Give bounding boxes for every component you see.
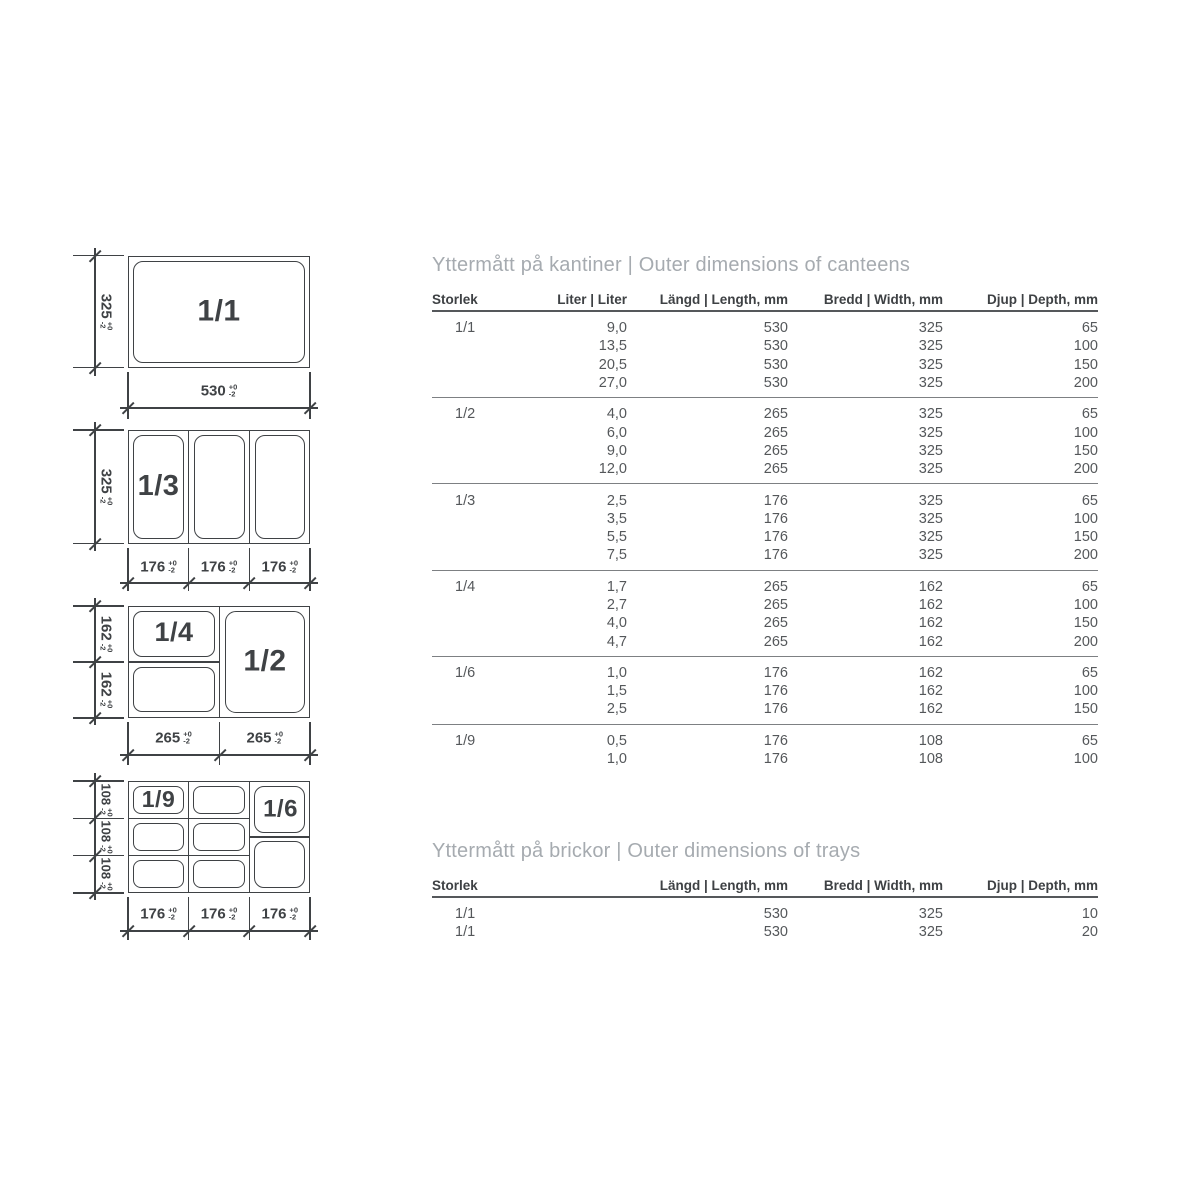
canteens-group-1-1 [432,312,1098,398]
dimension-530: 530 +0 -2 [200,382,238,400]
table-cell: 325 [918,492,943,509]
dimension-265: 265 +0 -2 [246,729,284,747]
table-cell: 100 [1073,424,1098,441]
tolerance: +0 -2 [168,905,177,921]
dimension-108: 108 +0 -2 [98,820,115,854]
column-header-langd: Längd | Length, mm [659,292,788,307]
table-cell: 65 [1081,320,1098,337]
table-cell: 325 [918,338,943,355]
trays-title: Yttermått på brickor | Outer dimensions of trays [432,840,861,862]
dimension-162: 162 +0 -2 [97,671,115,709]
table-cell: 1/1 [455,906,476,923]
column-header-djup: Djup | Depth, mm [986,878,1098,893]
table-cell: 65 [1081,732,1098,749]
dimension-108: 108 +0 -2 [98,783,115,817]
canteens-header-row [432,289,1098,312]
dimension-line [309,372,310,419]
table-cell: 176 [763,664,788,681]
table-cell: 1,0 [606,664,627,681]
table-cell: 4,0 [606,615,627,632]
dimension-line [73,780,124,781]
tolerance: +0 -2 [99,882,115,891]
table-cell: 1/2 [455,406,476,423]
trays-group [432,898,1098,947]
table-cell: 150 [1073,615,1098,632]
table-cell: 108 [918,751,943,768]
table-cell: 530 [763,924,788,941]
compartment [133,667,215,713]
dimension-line [120,407,318,408]
tolerance: +0 -2 [99,699,115,709]
tolerance: +0 -2 [289,905,299,921]
dimension-108: 108 +0 -2 [98,857,115,891]
trays-table-body [432,898,1098,947]
table-cell: 10 [1081,906,1098,923]
dimension-line [188,430,189,544]
table-row [432,337,1098,355]
dimension-line [127,372,128,419]
column-header-djup: Djup | Depth, mm [986,292,1098,307]
table-row [432,750,1098,768]
canteens-table [432,253,1098,773]
table-cell: 1/9 [455,732,476,749]
canteens-group-1-4 [432,571,1098,657]
dimension-line [94,422,95,551]
table-cell: 162 [918,578,943,595]
table-cell: 200 [1073,547,1098,564]
table-row [432,664,1098,682]
table-cell: 325 [918,320,943,337]
dimension-line [128,818,250,819]
table-cell: 1/4 [455,578,476,595]
table-cell: 325 [918,461,943,478]
tolerance: +0 -2 [228,905,238,921]
table-cell: 20,5 [598,356,627,373]
dimension-line [249,897,250,940]
table-cell: 530 [763,338,788,355]
table-cell: 9,0 [606,320,627,337]
table-cell: 265 [763,597,788,613]
tolerance: +0 -2 [99,807,115,817]
column-header-liter: Liter | Liter [557,292,627,307]
dimension-176: 176 +0 -2 [261,558,299,576]
table-cell: 100 [1073,683,1098,700]
table-cell: 100 [1073,597,1098,613]
table-cell: 162 [918,664,943,681]
table-cell: 1,7 [606,578,627,595]
dimension-line [188,897,189,940]
dimension-325: 325 +0 -2 [97,293,115,331]
table-cell: 100 [1073,510,1098,527]
dimension-line [73,818,124,819]
dimension-line [73,429,124,430]
dimension-line [120,582,318,583]
table-cell: 265 [763,424,788,441]
table-cell: 325 [918,529,943,546]
tolerance: +0 -2 [99,496,115,506]
table-cell: 4,0 [606,406,627,423]
table-cell: 27,0 [598,375,627,392]
table-cell: 65 [1081,664,1098,681]
dimension-line [73,543,124,544]
compartment [133,823,185,851]
table-cell: 325 [918,356,943,373]
table-cell: 176 [763,529,788,546]
table-row [432,319,1098,337]
table-cell: 65 [1081,492,1098,509]
column-header-langd: Längd | Length, mm [659,878,788,893]
table-cell: 176 [763,547,788,564]
compartment [255,435,305,539]
tolerance: +0 -2 [289,558,299,574]
table-row [432,923,1098,941]
table-cell: 325 [918,406,943,423]
table-cell: 176 [763,683,788,700]
table-cell: 1/6 [455,664,476,681]
table-cell: 265 [763,633,788,650]
dimension-line [73,367,124,368]
table-cell: 325 [918,442,943,459]
dimension-line [219,722,220,765]
table-cell: 65 [1081,406,1098,423]
dimension-line [73,605,124,606]
table-cell: 200 [1073,375,1098,392]
table-cell: 265 [763,615,788,632]
table-row [432,460,1098,478]
dimension-line [127,897,128,940]
table-cell: 200 [1073,633,1098,650]
table-row [432,442,1098,460]
tolerance: +0 -2 [183,729,192,745]
table-cell: 2,5 [606,701,627,718]
dimension-176: 176 +0 -2 [140,905,177,923]
table-cell: 265 [763,442,788,459]
table-row [432,700,1098,718]
table-cell: 325 [918,510,943,527]
canteens-group-1-3 [432,484,1098,570]
size-label-1-2: 1/2 [243,644,287,678]
column-header-bredd: Bredd | Width, mm [823,878,943,893]
table-cell: 100 [1073,751,1098,768]
table-cell: 1/1 [455,924,476,941]
tolerance: +0 -2 [99,321,115,331]
table-row [432,374,1098,392]
table-row [432,546,1098,564]
table-cell: 325 [918,547,943,564]
size-label-1-1: 1/1 [197,294,241,328]
table-cell: 176 [763,751,788,768]
table-cell: 162 [918,683,943,700]
table-cell: 1,0 [606,751,627,768]
dimension-line [120,930,318,931]
table-cell: 13,5 [598,338,627,355]
table-cell: 176 [763,732,788,749]
table-cell: 265 [763,406,788,423]
table-cell: 325 [918,375,943,392]
table-cell: 100 [1073,338,1098,355]
table-cell: 265 [763,461,788,478]
dimension-line [73,255,124,256]
dimension-line [249,548,250,591]
table-row [432,682,1098,700]
dimension-line [73,661,124,662]
dimension-162: 162 +0 -2 [97,615,115,653]
column-header-bredd: Bredd | Width, mm [823,292,943,307]
dimension-176: 176 +0 -2 [140,558,177,576]
canteens-group-1-2 [432,398,1098,484]
tolerance: +0 -2 [228,558,238,574]
table-cell: 530 [763,375,788,392]
dimension-line [128,661,220,662]
table-row [432,491,1098,509]
table-cell: 150 [1073,442,1098,459]
table-cell: 530 [763,906,788,923]
table-row [432,732,1098,750]
table-cell: 162 [918,615,943,632]
table-cell: 176 [763,510,788,527]
table-cell: 162 [918,633,943,650]
column-header-storlek: Storlek [432,878,478,893]
dimension-line [73,717,124,718]
canteens-group-1-9 [432,725,1098,774]
table-cell: 5,5 [606,529,627,546]
dimension-line [309,897,310,940]
table-cell: 108 [918,732,943,749]
table-row [432,578,1098,596]
dimension-line [249,430,250,544]
table-cell: 162 [918,597,943,613]
table-row [432,356,1098,374]
table-cell: 1/3 [455,492,476,509]
dimension-line [188,781,189,893]
table-cell: 2,7 [606,597,627,613]
dimension-line [73,855,124,856]
trays-header-row [432,875,1098,898]
table-cell: 325 [918,424,943,441]
dimension-176: 176 +0 -2 [200,905,238,923]
table-row [432,510,1098,528]
compartment [193,786,245,814]
tolerance: +0 -2 [99,643,115,653]
tolerance: +0 -2 [168,558,177,574]
table-cell: 325 [918,906,943,923]
table-cell: 0,5 [606,732,627,749]
size-label-1-9: 1/9 [141,785,176,812]
dimension-line [309,722,310,765]
dimension-line [94,773,95,900]
table-cell: 530 [763,320,788,337]
table-row [432,423,1098,441]
table-cell: 1,5 [606,683,627,700]
table-cell: 1/1 [455,320,476,337]
table-row [432,405,1098,423]
canteens-group-1-6 [432,657,1098,725]
canteens-title: Yttermått på kantiner | Outer dimensions of canteens [432,254,911,276]
dimension-line [128,855,250,856]
compartment [254,841,306,888]
dimension-line [94,248,95,376]
size-label-1-3: 1/3 [137,469,180,502]
table-cell: 176 [763,701,788,718]
table-cell: 9,0 [606,442,627,459]
table-row [432,905,1098,923]
dimension-176: 176 +0 -2 [261,905,299,923]
compartment [193,823,245,851]
tolerance: +0 -2 [228,382,238,398]
size-label-1-6: 1/6 [263,795,298,823]
dimension-line [127,722,128,765]
table-cell: 150 [1073,701,1098,718]
canteens-table-body [432,312,1098,773]
table-cell: 7,5 [606,547,627,564]
table-cell: 150 [1073,356,1098,373]
table-cell: 265 [763,578,788,595]
table-row [432,528,1098,546]
table-row [432,614,1098,632]
tolerance: +0 -2 [99,845,115,854]
table-cell: 176 [763,492,788,509]
tolerance: +0 -2 [274,729,284,745]
table-cell: 65 [1081,578,1098,595]
size-label-1-4: 1/4 [154,616,194,647]
table-cell: 3,5 [606,510,627,527]
table-cell: 325 [918,924,943,941]
table-cell: 6,0 [606,424,627,441]
column-header-storlek: Storlek [432,292,478,307]
dimension-line [73,892,124,893]
trays-table [432,839,1098,947]
table-cell: 12,0 [598,461,627,478]
table-cell: 150 [1073,529,1098,546]
dimension-265: 265 +0 -2 [155,729,192,747]
table-cell: 162 [918,701,943,718]
dimension-325: 325 +0 -2 [97,468,115,506]
dimension-line [249,836,310,837]
compartment [193,860,245,888]
table-cell: 530 [763,356,788,373]
table-cell: 4,7 [606,633,627,650]
table-row [432,596,1098,614]
table-cell: 2,5 [606,492,627,509]
table-row [432,632,1098,650]
table-cell: 200 [1073,461,1098,478]
compartment [133,860,185,888]
table-cell: 20 [1081,924,1098,941]
dimension-176: 176 +0 -2 [200,558,238,576]
compartment [194,435,245,539]
